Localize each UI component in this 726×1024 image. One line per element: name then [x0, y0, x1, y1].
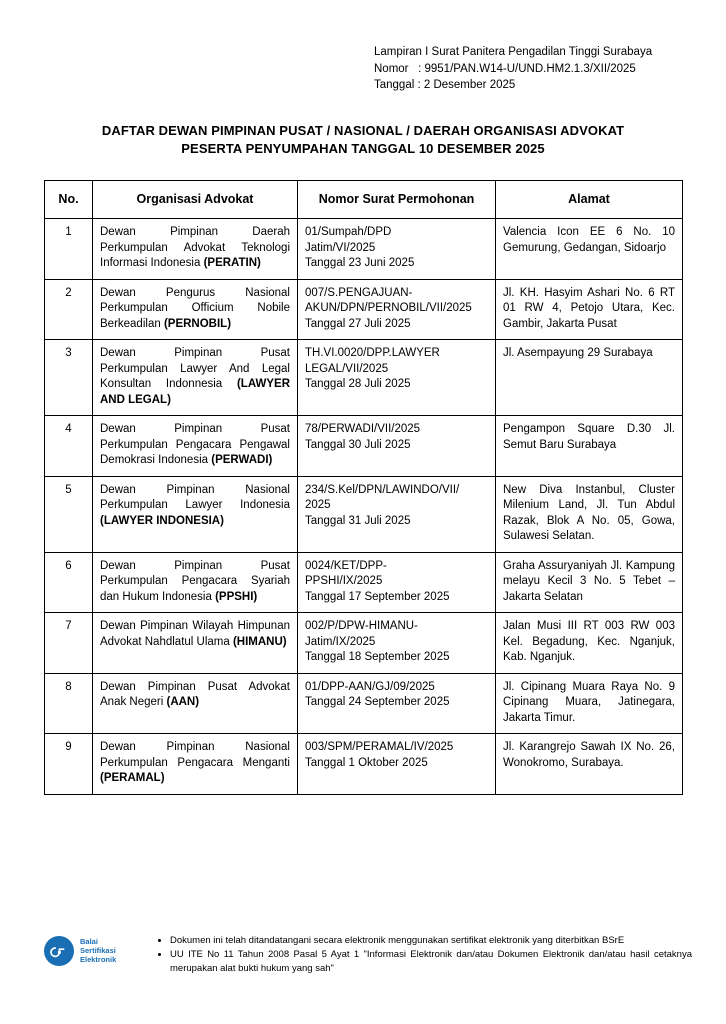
organisasi-abbreviation: (AAN)	[166, 696, 200, 708]
bsre-logo-icon	[44, 936, 74, 966]
organisasi-name: Dewan Pimpinan Pusat Perkumpulan Pengacara Syariah dan Hukum Indonesia	[100, 559, 290, 603]
cell-organisasi	[93, 219, 298, 280]
organisasi-name: Dewan Pimpinan Pusat Perkumpulan Pengacara Pengawal Demokrasi Indonesia	[100, 423, 290, 466]
organisasi-abbreviation: (LAWYER AND LEGAL)	[100, 378, 290, 406]
nomor-surat-line: Tanggal 18 September 2025	[305, 651, 450, 663]
organisasi-abbreviation: (PERATIN)	[203, 257, 261, 269]
cell-no: 8	[45, 673, 93, 734]
cell-no: 1	[45, 219, 93, 280]
table-row	[45, 552, 683, 613]
cell-alamat: New Diva Instanbul, Cluster Milenium Land, Jl. Tun Abdul Razak, Blok A No. 05, Gowa, Sulawesi Selatan.	[496, 476, 683, 552]
organisasi-abbreviation: (PERAMAL)	[100, 772, 165, 784]
cell-nomor-surat	[298, 476, 496, 552]
organisasi-name: Dewan Pimpinan Daerah Perkumpulan Advokat Teknologi Informasi Indonesia	[100, 226, 290, 269]
table-row	[45, 613, 683, 674]
cell-no: 4	[45, 416, 93, 477]
table-row	[45, 476, 683, 552]
column-header-alamat: Alamat	[496, 180, 683, 219]
nomor-surat-line: 01/DPP-AAN/GJ/09/2025	[305, 680, 435, 693]
organisasi-abbreviation: (PERNOBIL)	[163, 317, 232, 330]
bsre-logo-text-line-2: Sertifikasi	[80, 946, 116, 955]
cell-organisasi	[93, 734, 298, 795]
organisasi-name: Dewan Pimpinan Nasional Perkumpulan Lawyer Indonesia	[100, 483, 290, 511]
nomor-surat-line: 2025	[305, 499, 331, 511]
nomor-surat-line: PPSHI/IX/2025	[305, 575, 383, 587]
bsre-logo	[44, 932, 154, 966]
nomor-surat-line: 002/P/DPW-HIMANU-	[305, 620, 418, 632]
nomor-surat-line: AKUN/DPN/PERNOBIL/VII/2025	[305, 302, 472, 314]
nomor-surat-line: Jatim/IX/2025	[305, 635, 376, 648]
nomor-surat-line: Tanggal 17 September 2025	[305, 590, 450, 603]
cell-no: 5	[45, 476, 93, 552]
page-title	[44, 122, 682, 158]
cell-nomor-surat	[298, 552, 496, 613]
cell-alamat: Jl. KH. Hasyim Ashari No. 6 RT 01 RW 4, Petojo Utara, Kec. Gambir, Jakarta Pusat	[496, 279, 683, 340]
nomor-surat-line: Tanggal 24 September 2025	[305, 696, 450, 708]
cell-alamat: Jl. Asempayung 29 Surabaya	[496, 340, 683, 416]
table-row	[45, 219, 683, 280]
nomor-surat-line: Tanggal 1 Oktober 2025	[305, 756, 428, 769]
organisasi-name: Dewan Pimpinan Wilayah Himpunan Advokat Nahdlatul Ulama	[100, 620, 290, 648]
nomor-surat-line: 0024/KET/DPP-	[305, 559, 387, 572]
table-header-row	[45, 180, 683, 219]
cell-nomor-surat	[298, 219, 496, 280]
cell-organisasi	[93, 613, 298, 674]
organisasi-name: Dewan Pengurus Nasional Perkumpulan Officium Nobile Berkeadilan	[100, 286, 290, 330]
cell-nomor-surat	[298, 673, 496, 734]
cell-organisasi	[93, 476, 298, 552]
attachment-header-line-3: Tanggal : 2 Desember 2025	[374, 79, 516, 91]
organisasi-name: Dewan Pimpinan Pusat Perkumpulan Lawyer And Legal Konsultan Indonnesia	[100, 347, 290, 390]
cell-no: 7	[45, 613, 93, 674]
nomor-surat-line: 78/PERWADI/VII/2025	[305, 423, 421, 435]
nomor-surat-line: Tanggal 31 Juli 2025	[305, 514, 411, 527]
cell-alamat: Valencia Icon EE 6 No. 10 Gemurung, Gedangan, Sidoarjo	[496, 219, 683, 280]
cell-no: 9	[45, 734, 93, 795]
organisasi-abbreviation: (LAWYER INDONESIA)	[100, 514, 224, 527]
attachment-header-line-1: Lampiran I Surat Panitera Pengadilan Tinggi Surabaya	[374, 46, 653, 58]
cell-organisasi	[93, 340, 298, 416]
cell-nomor-surat	[298, 613, 496, 674]
column-header-nomor-surat: Nomor Surat Permohonan	[298, 180, 496, 219]
bsre-logo-text	[80, 937, 116, 964]
cell-organisasi	[93, 416, 298, 477]
cell-alamat: Jl. Karangrejo Sawah IX No. 26, Wonokromo, Surabaya.	[496, 734, 683, 795]
cell-alamat: Jalan Musi III RT 003 RW 003 Kel. Begadung, Kec. Nganjuk, Kab. Nganjuk.	[496, 613, 683, 674]
page-title-line-2: PESERTA PENYUMPAHAN TANGGAL 10 DESEMBER 2025	[181, 140, 545, 156]
footer-notes	[154, 932, 692, 977]
cell-alamat: Jl. Cipinang Muara Raya No. 9 Cipinang Muara, Jatinegara, Jakarta Timur.	[496, 673, 683, 734]
organisasi-abbreviation: (PERWADI)	[211, 454, 273, 466]
nomor-surat-line: Jatim/VI/2025	[305, 241, 376, 254]
table-row	[45, 279, 683, 340]
organization-table	[44, 180, 683, 795]
table-row	[45, 340, 683, 416]
cell-nomor-surat	[298, 416, 496, 477]
nomor-surat-line: 007/S.PENGAJUAN-	[305, 286, 413, 299]
cell-nomor-surat	[298, 734, 496, 795]
cell-organisasi	[93, 673, 298, 734]
nomor-surat-line: 01/Sumpah/DPD	[305, 226, 392, 238]
cell-alamat: Pengampon Square D.30 Jl. Semut Baru Surabaya	[496, 416, 683, 477]
nomor-surat-line: 234/S.Kel/DPN/LAWINDO/VII/	[305, 483, 460, 496]
table-row	[45, 416, 683, 477]
nomor-surat-line: 003/SPM/PERAMAL/IV/2025	[305, 741, 454, 753]
nomor-surat-line: Tanggal 30 Juli 2025	[305, 438, 411, 451]
nomor-surat-line: TH.VI.0020/DPP.LAWYER	[305, 347, 440, 359]
nomor-surat-line: Tanggal 23 Juni 2025	[305, 257, 415, 269]
page-title-line-1: DAFTAR DEWAN PIMPINAN PUSAT / NASIONAL / DAERAH ORGANISASI ADVOKAT	[101, 122, 625, 138]
cell-no: 3	[45, 340, 93, 416]
organisasi-abbreviation: (PPSHI)	[215, 590, 258, 603]
cell-nomor-surat	[298, 340, 496, 416]
cell-organisasi	[93, 279, 298, 340]
bsre-logo-text-line-3: Elektronik	[80, 955, 117, 964]
organisasi-name: Dewan Pimpinan Pusat Advokat Anak Negeri	[100, 680, 290, 708]
cell-no: 2	[45, 279, 93, 340]
organisasi-name: Dewan Pimpinan Nasional Perkumpulan Pengacara Menganti	[100, 741, 290, 769]
nomor-surat-line: Tanggal 27 Juli 2025	[305, 317, 411, 330]
column-header-organisasi: Organisasi Advokat	[93, 180, 298, 219]
cell-nomor-surat	[298, 279, 496, 340]
footer-note-2: • UU ITE No 11 Tahun 2008 Pasal 5 Ayat 1 "Informasi Elektronik dan/atau Dokumen Elektronik dan/atau hasil cetaknya merupakan alat bukti hukum yang sah"	[170, 948, 692, 975]
table-row	[45, 673, 683, 734]
cell-alamat: Graha Assuryaniyah Jl. Kampung melayu Kecil 3 No. 5 Tebet – Jakarta Selatan	[496, 552, 683, 613]
footer-note-1: • Dokumen ini telah ditandatangani secara elektronik menggunakan sertifikat elektronik yang diterbitkan BSrE	[170, 934, 692, 948]
attachment-header	[374, 44, 682, 94]
column-header-no: No.	[45, 180, 93, 219]
bsre-logo-text-line-1: Balai	[80, 937, 98, 946]
organisasi-abbreviation: (HIMANU)	[232, 635, 287, 648]
cell-organisasi	[93, 552, 298, 613]
nomor-surat-line: LEGAL/VII/2025	[305, 362, 389, 375]
attachment-header-line-2: Nomor : 9951/PAN.W14-U/UND.HM2.1.3/XII/2025	[374, 62, 636, 75]
nomor-surat-line: Tanggal 28 Juli 2025	[305, 378, 411, 390]
cell-no: 6	[45, 552, 93, 613]
document-footer	[44, 932, 692, 977]
table-row	[45, 734, 683, 795]
